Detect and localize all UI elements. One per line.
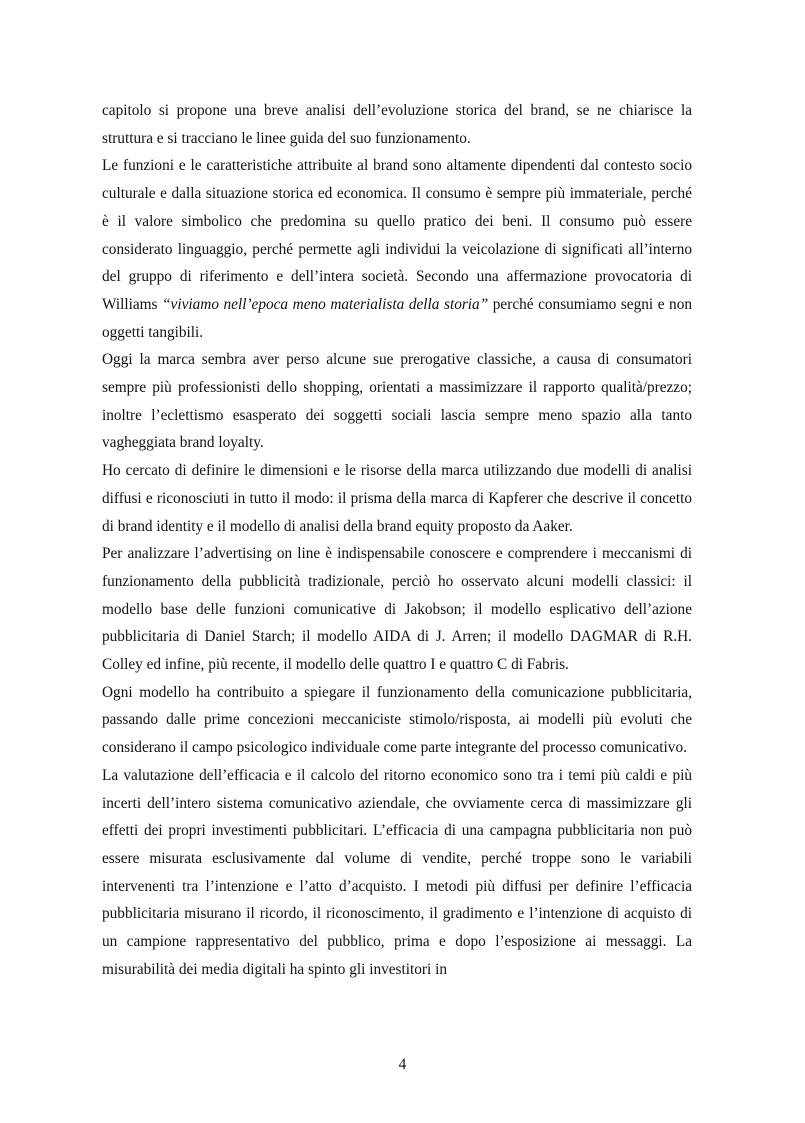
paragraph-7: La valutazione dell’efficacia e il calcolo del ritorno economico sono tra i temi più caldi e più incerti dell’intero sistema comunicativo aziendale, che ovviamente cerca di massimizzare gli effetti dei propri investimenti pubblicitari. L’efficacia di una campagna pubblicitaria non può essere misurata esclusivamente dal volume di vendite, perché troppe sono le variabili intervenenti tra l’intenzione e l’atto d’acquisto. I metodi più diffusi per definire l’efficacia pubblicitaria misurano il ricordo, il riconoscimento, il gradimento e l’intenzione di acquisto di un campione rappresentativo del pubblico, prima e dopo l’esposizione ai messaggi. La misurabilità dei media digitali ha spinto gli investitori in (102, 766, 692, 978)
paragraph-1: capitolo si propone una breve analisi dell’evoluzione storica del brand, se ne chiarisce la struttura e si tracciano le linee guida del suo funzionamento. (102, 102, 692, 147)
paragraph-4: Ho cercato di definire le dimensioni e le risorse della marca utilizzando due modelli di analisi diffusi e riconosciuti in tutto il modo: il prisma della marca di Kapferer che descrive il concetto di brand identity e il modello di analisi della brand equity proposto da Aaker. (102, 462, 692, 535)
paragraph-2 (102, 152, 692, 346)
paragraph-3: Oggi la marca sembra aver perso alcune sue prerogative classiche, a causa di consumatori sempre più professionisti dello shopping, orientati a massimizzare il rapporto qualità/prezzo; inoltre l’eclettismo esasperato dei soggetti sociali lascia sempre meno spazio alla tanto vagheggiata brand loyalty. (102, 351, 692, 452)
body-text (102, 97, 692, 984)
paragraph-6: Ogni modello ha contribuito a spiegare il funzionamento della comunicazione pubblicitaria, passando dalle prime concezioni meccaniciste stimolo/risposta, ai modelli più evoluti che considerano il campo psicologico individuale come parte integrante del processo comunicativo. (102, 683, 692, 757)
paragraph-5: Per analizzare l’advertising on line è indispensabile conoscere e comprendere i meccanismi di funzionamento della pubblicità tradizionale, perciò ho osservato alcuni modelli classici: il modello base delle funzioni comunicative di Jakobson; il modello esplicativo dell’azione pubblicitaria di Daniel Starch; il modello AIDA di J. Arren; il modello DAGMAR di R.H. Colley ed infine, più recente, il modello delle quattro I e quattro C di Fabris. (102, 545, 692, 674)
williams-quote: “viviamo nell’epoca meno materialista della storia” (162, 295, 489, 313)
paragraph-2-tail: perché consumiamo segni e non oggetti tangibili. (102, 295, 692, 341)
page-number: 4 (398, 1056, 407, 1073)
paragraph-2-text: Le funzioni e le caratteristiche attribuite al brand sono altamente dipendenti dal contesto socio culturale e dalla situazione storica ed economica. Il consumo è sempre più immateriale, perché è il valore simbolico che predomina su quello pratico dei beni. Il consumo può essere considerato linguaggio, perché permette agli individui la veicolazione di significati all’interno del gruppo di riferimento e dell’intera società. Secondo una affermazione provocatoria di Williams (102, 157, 692, 313)
